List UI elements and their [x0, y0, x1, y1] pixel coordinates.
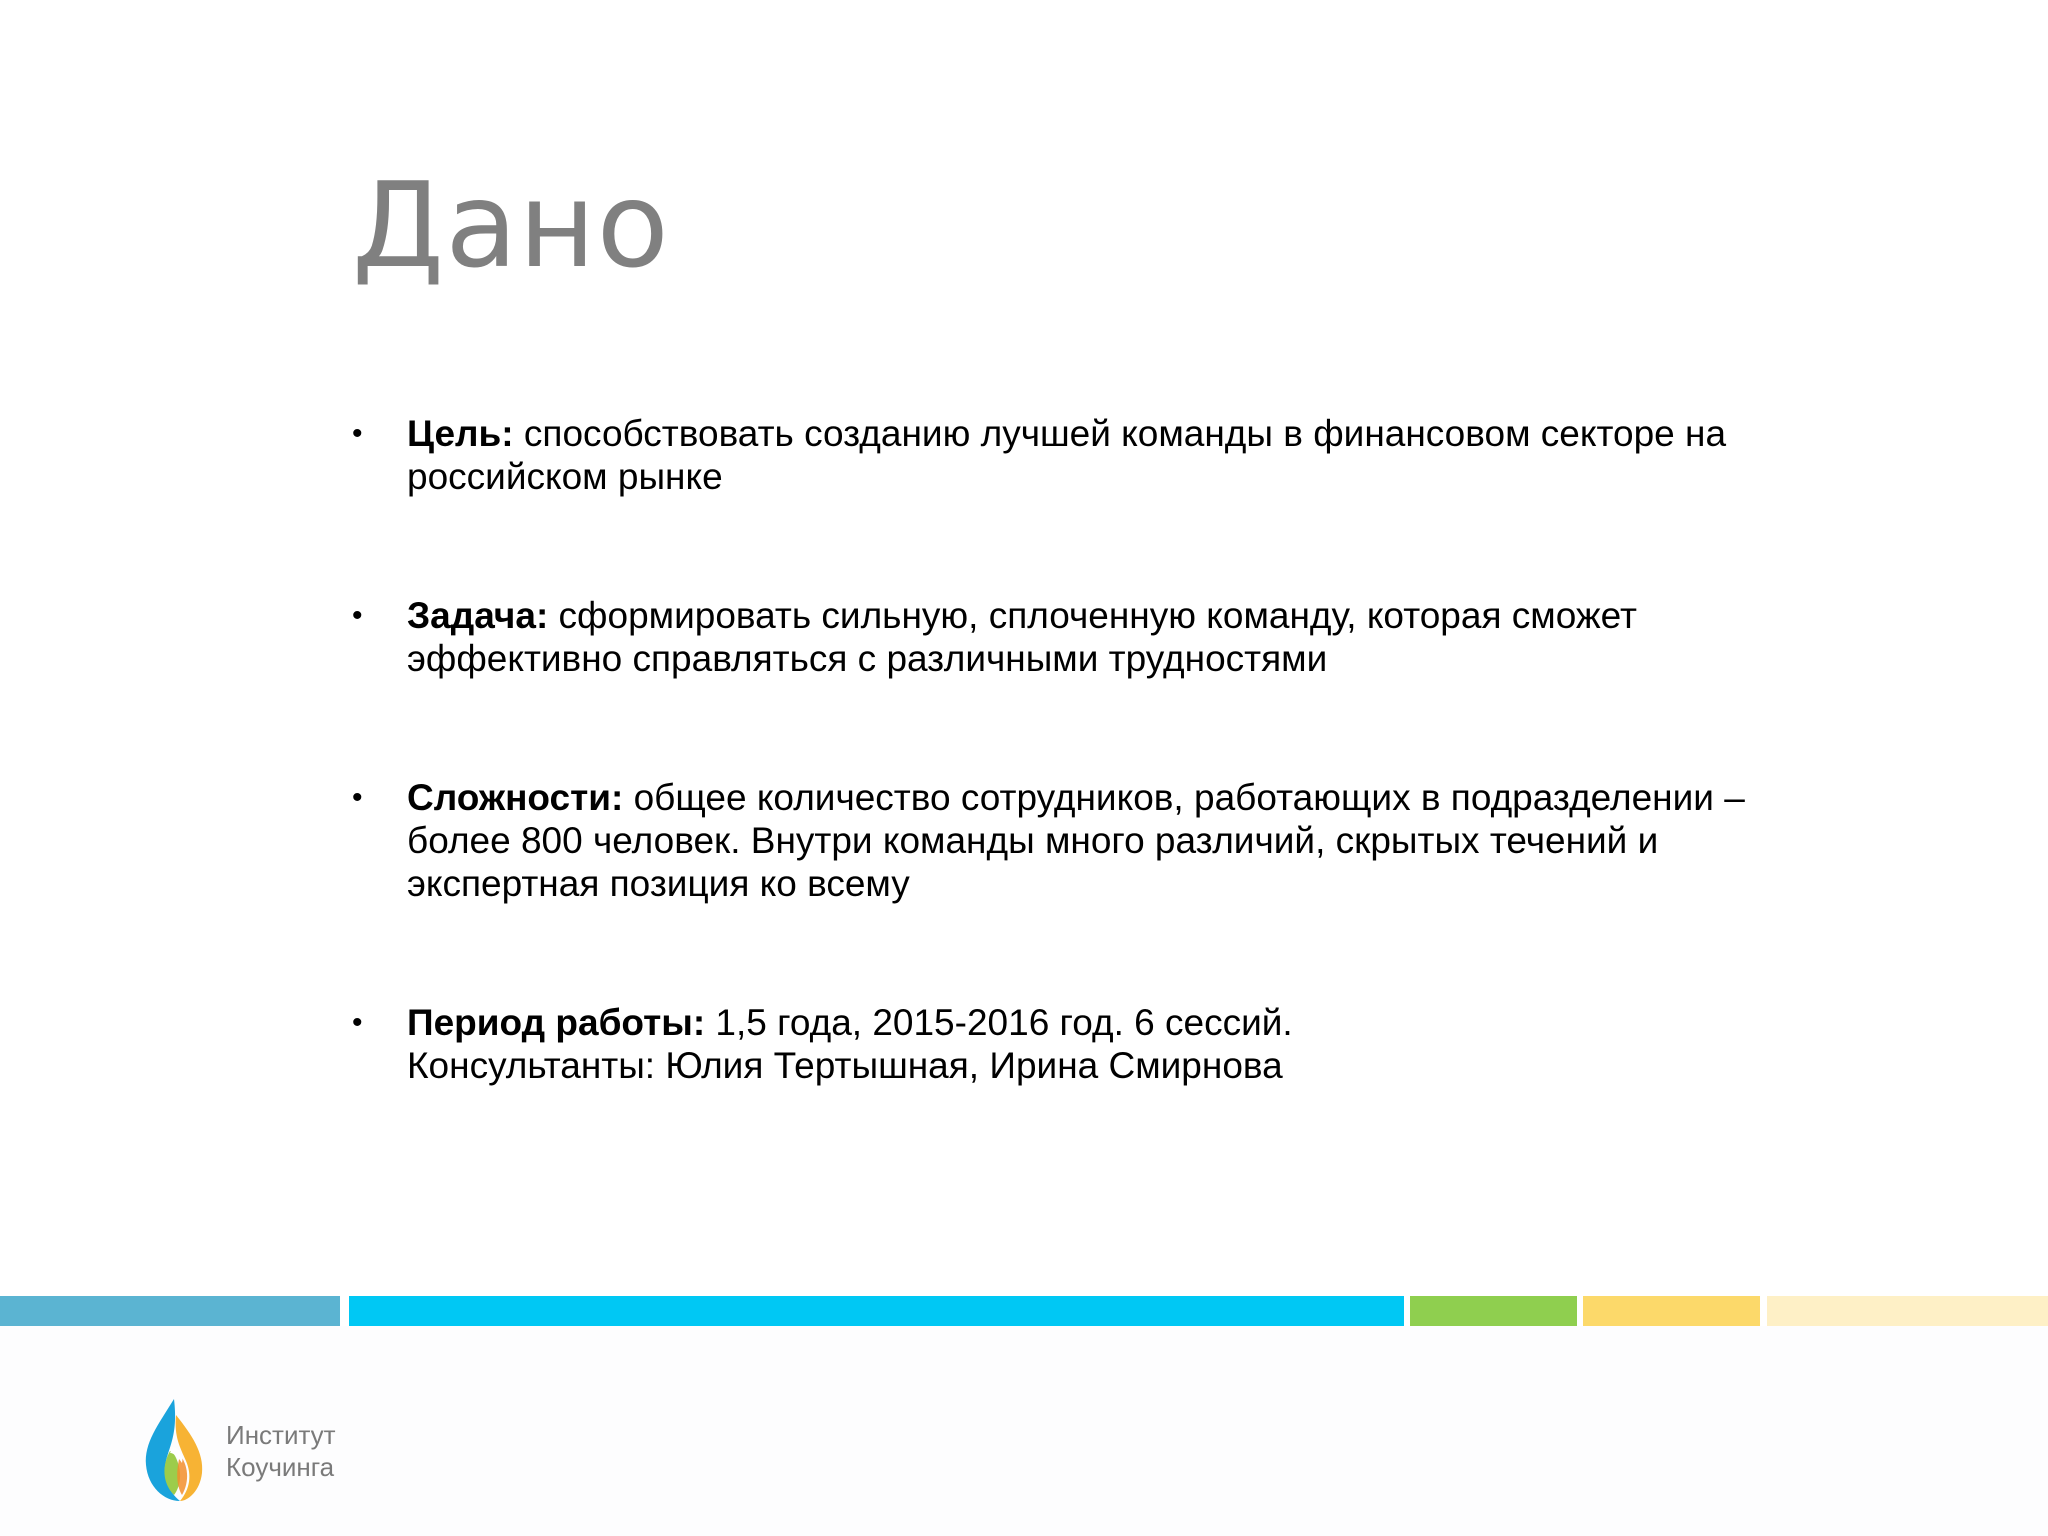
bullet-task-text: сформировать сильную, сплоченную команду, которая сможет эффективно справляться с различными трудностями: [407, 595, 1637, 679]
bullet-difficulties-label: Сложности:: [407, 777, 624, 818]
bullet-goal-label: Цель:: [407, 413, 514, 454]
bullet-dot-icon: •: [352, 1006, 363, 1039]
stripe-cyan: [349, 1296, 1404, 1326]
bullet-task: [352, 594, 1852, 680]
logo-line-1: Институт: [226, 1420, 336, 1450]
stripe-green: [1410, 1296, 1577, 1326]
bullet-dot-icon: •: [352, 599, 363, 632]
institute-logo: [140, 1395, 400, 1505]
stripe-steel: [0, 1296, 340, 1326]
flame-logo-icon: [140, 1395, 210, 1505]
logo-line-2: Коучинга: [226, 1452, 335, 1482]
slide-title: Дано: [352, 156, 670, 294]
stripe-cream: [1767, 1296, 2048, 1326]
bullet-dot-icon: •: [352, 417, 363, 450]
bullet-period-label: Период работы:: [407, 1002, 706, 1043]
bullet-list: [352, 412, 1852, 1087]
logo-text: [226, 1419, 336, 1483]
bullet-task-label: Задача:: [407, 595, 549, 636]
bullet-goal: [352, 412, 1852, 498]
bullet-goal-text: способствовать созданию лучшей команды в финансовом секторе на российском рынке: [407, 413, 1727, 497]
bullet-difficulties-text: общее количество сотрудников, работающих в подразделении – более 800 человек. Внутри команды много различий, скрытых течений и экспертная позиция ко всему: [407, 777, 1745, 904]
bullet-difficulties: [352, 776, 1852, 905]
bullet-period-text: 1,5 года, 2015-2016 год. 6 сессий.: [705, 1002, 1293, 1043]
stripe-yellow: [1583, 1296, 1760, 1326]
bullet-period: [352, 1001, 1852, 1087]
bullet-period-consultants: Консультанты: Юлия Тертышная, Ирина Смирнова: [407, 1045, 1283, 1086]
bullet-dot-icon: •: [352, 781, 363, 814]
